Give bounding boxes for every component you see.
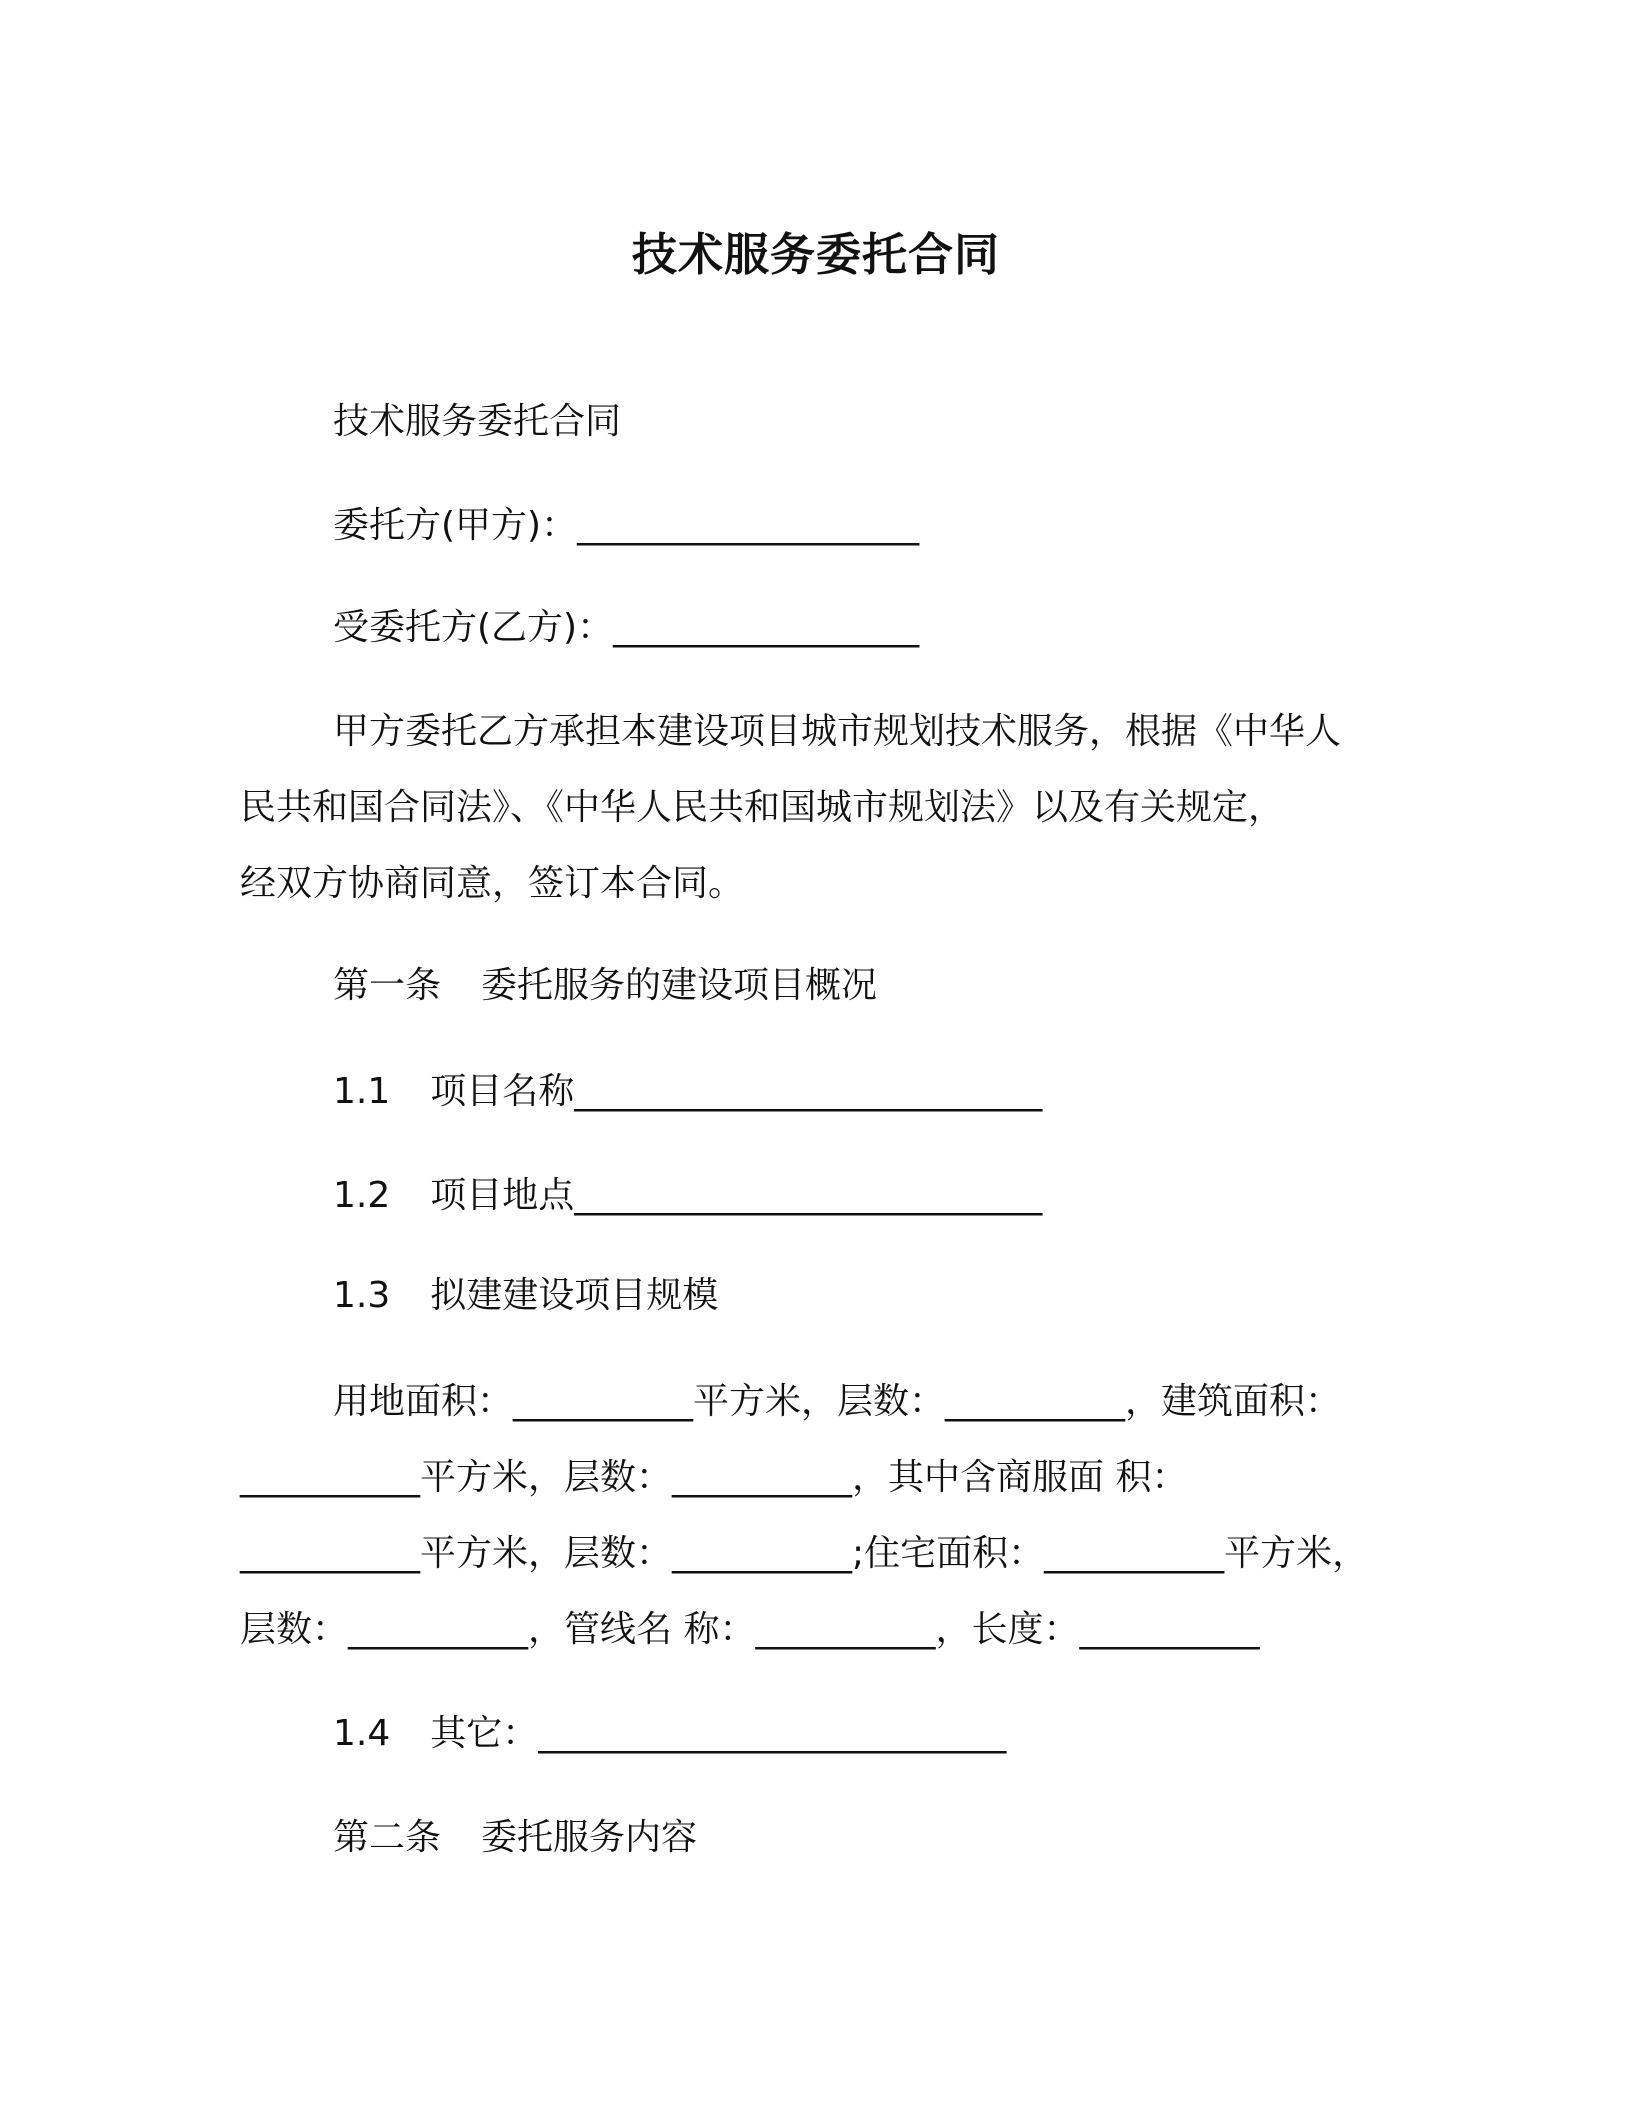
- article-2-title: 委托服务内容: [481, 1817, 698, 1858]
- article-1-number: 第一条: [333, 965, 442, 1006]
- item-1-3-text: 拟建建设项目规模: [430, 1275, 719, 1316]
- item-1-4-number: 1.4: [333, 1713, 391, 1754]
- item-1-2: [333, 1172, 1042, 1220]
- preamble-line-2: 民共和国合同法》、《中华人民共和国城市规划法》以及有关规定，: [240, 787, 1285, 828]
- article-1-title: 委托服务的建设项目概况: [481, 965, 878, 1006]
- preamble-line-3: 经双方协商同意，签订本合同。: [240, 863, 745, 904]
- preamble-line-1: 甲方委托乙方承担本建设项目城市规划技术服务，根据《中华人: [333, 711, 1342, 752]
- item-1-4: [333, 1710, 1006, 1758]
- contract-name-line: 技术服务委托合同: [333, 401, 622, 442]
- item-1-1: [333, 1068, 1042, 1116]
- scale-line-4: 层数：__________，管线名 称：__________，长度：__________: [240, 1609, 1260, 1650]
- article-2-number: 第二条: [333, 1817, 442, 1858]
- scale-line-1: 用地面积：__________平方米，层数：__________，建筑面积：: [333, 1381, 1342, 1422]
- item-1-3: [333, 1272, 718, 1320]
- article-1-heading: [333, 962, 877, 1010]
- item-1-3-number: 1.3: [333, 1275, 391, 1316]
- scale-line-2: __________平方米，层数：__________，其中含商服面 积：: [240, 1457, 1188, 1498]
- item-1-1-text: 项目名称__________________________: [430, 1071, 1043, 1112]
- item-1-1-number: 1.1: [333, 1071, 391, 1112]
- party-b-line: 受委托方(乙方)：_________________: [333, 607, 920, 648]
- item-1-2-text: 项目地点__________________________: [430, 1175, 1043, 1216]
- item-1-4-text: 其它：__________________________: [430, 1713, 1007, 1754]
- item-1-2-number: 1.2: [333, 1175, 391, 1216]
- scale-line-3: __________平方米，层数：__________;住宅面积：__________平方米，: [240, 1533, 1369, 1574]
- article-2-heading: [333, 1814, 697, 1862]
- party-a-line: 委托方(甲方)：___________________: [333, 505, 920, 546]
- document-title: 技术服务委托合同: [631, 228, 1000, 281]
